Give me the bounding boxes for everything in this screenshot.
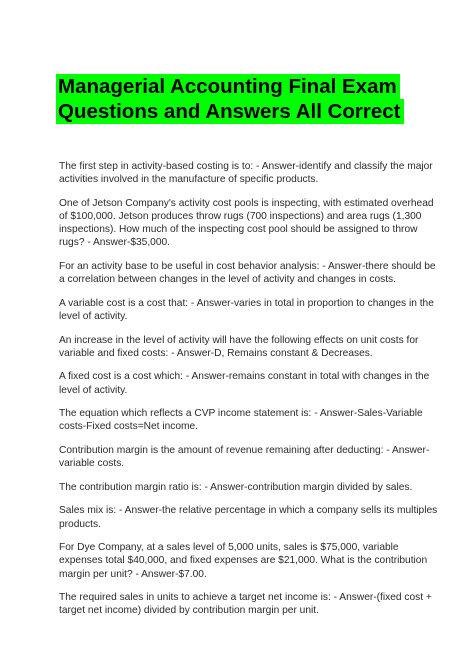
qa-paragraph: The equation which reflects a CVP income statement is: - Answer-Sales-Variable costs-Fixed costs=Net income. [59,408,423,433]
document-body [59,160,443,628]
qa-paragraph: The contribution margin ratio is: - Answer-contribution margin divided by sales. [59,481,413,493]
title-line-2: Questions and Answers All Correct [56,99,404,124]
qa-paragraph: Sales mix is: - Answer-the relative percentage in which a company sells its multiples products. [59,505,438,530]
qa-paragraph: Contribution margin is the amount of revenue remaining after deducting: - Answer-variable costs. [59,444,430,470]
document-title [56,74,436,124]
qa-paragraph: One of Jetson Company's activity cost pools is inspecting, with estimated overhead of $100,000. Jetson produces throw rugs (700 inspections) and area rugs (1,300 inspections). How much of the inspecting cost pool should be assigned to throw rugs? - Answer-$35,000. [59,197,434,249]
qa-paragraph: A variable cost is a cost that: - Answer-varies in total in proportion to changes in the level of activity. [59,297,434,322]
qa-paragraph: For an activity base to be useful in cost behavior analysis: - Answer-there should be a correlation between changes in the level of activity and changes in costs. [59,261,436,286]
qa-paragraph: The required sales in units to achieve a target net income is: - Answer-(fixed cost + target net income) divided by contribution margin per unit. [59,592,432,617]
qa-paragraph: An increase in the level of activity will have the following effects on unit costs for variable and fixed costs: - Answer-D, Remains constant & Decreases. [59,334,419,359]
qa-paragraph: A fixed cost is a cost which: - Answer-remains constant in total with changes in the level of activity. [59,371,430,396]
qa-paragraph: For Dye Company, at a sales level of 5,000 units, sales is $75,000, variable expenses total $40,000, and fixed expenses are $21,000. What is the contribution margin per unit? - Answer-$7.00. [59,542,428,580]
qa-paragraph: The first step in activity-based costing is to: - Answer-identify and classify the major activities involved in the manufacture of specific products. [59,161,433,186]
title-line-1: Managerial Accounting Final Exam [56,74,400,99]
